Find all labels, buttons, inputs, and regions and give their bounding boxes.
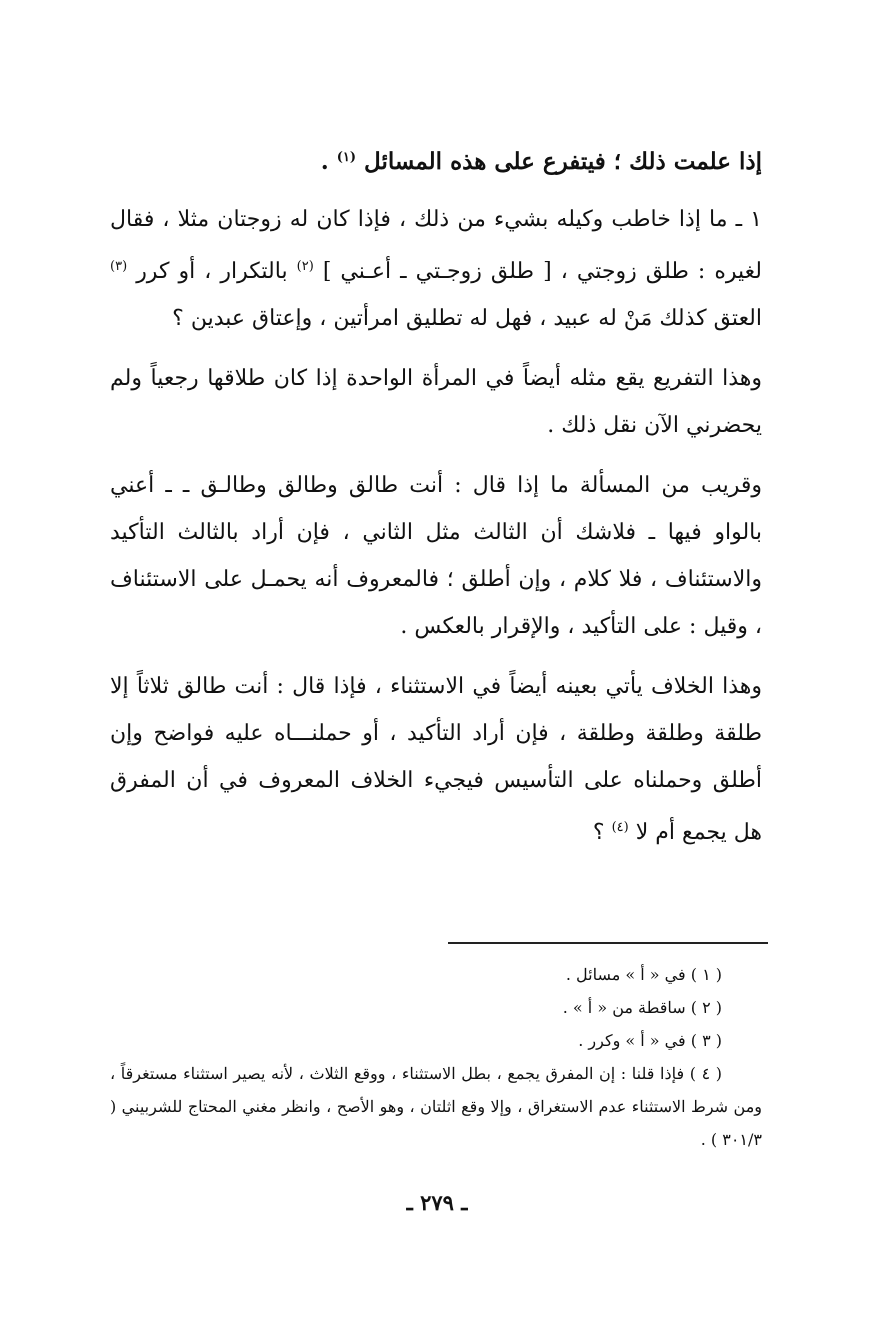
heading-end: .	[320, 148, 329, 175]
footnote-4: ( ٤ ) فإذا قلنا : إن المفرق يجمع ، بطل الاستثناء ، ووقع الثلاث ، لأنه يصير استثناء مستغرقاً ، ومن شرط الاستثناء عدم الاستغراق ، وإلا وقع اثلتان ، وهو الأصح ، وانظر مغني المحتاج للشربيني ( ٣٠١/٣ ) .	[110, 1064, 762, 1149]
section-heading	[110, 138, 762, 182]
paragraph-4-text: وهذا الخلاف يأتي بعينه أيضاً في الاستثناء ، فإذا قال : أنت طالق ثلاثاً إلا طلقة وطلقة وطلقة ، فإن أراد التأكيد ، أو حملنـــاه عليه فواضح وإن أطلق وحملناه على التأسيس فيجيء الخلاف المعروف في أن المفرق هل يجمع أم لا	[110, 674, 762, 845]
footnote-2: ( ٢ ) ساقطة من « أ » .	[562, 998, 722, 1017]
footnote-separator	[448, 942, 768, 944]
paragraph-1-part-a: ١ ـ ما إذا خاطب وكيله بشيء من ذلك ، فإذا كان له زوجتان مثلا ، فقال لغيره : طلق زوجتي ، [ طلق زوجـتي ـ أعـني ]	[110, 207, 762, 284]
heading-text: إذا علمت ذلك ؛ فيتفرع على هذه المسائل	[364, 148, 762, 175]
paragraph-3: وقريب من المسألة ما إذا قال : أنت طالق وطالق وطالـق ـ ـ أعني بالواو فيها ـ فلاشك أن الثالث مثل الثاني ، فإن أراد بالثالث التأكيد والاستئناف ، فلا كلام ، وإن أطلق ؛ فالمعروف أنه يحمـل على الاستئناف ، وقيل : على التأكيد ، والإقرار بالعكس .	[110, 473, 762, 639]
paragraph-4	[110, 663, 762, 856]
paragraph-1-part-b: بالتكرار ، أو كرر	[136, 259, 288, 284]
main-text	[110, 138, 762, 869]
footnote-ref-3: (٣)	[110, 259, 128, 274]
footnote-ref-2: (٢)	[296, 259, 314, 274]
footnote-1: ( ١ ) في « أ » مسائل .	[565, 965, 722, 984]
paragraph-2: وهذا التفريع يقع مثله أيضاً في المرأة الواحدة إذا كان طلاقها رجعياً ولم يحضرني الآن نقل ذلك .	[110, 366, 762, 438]
paragraph-4-end: ؟	[592, 820, 605, 845]
footnotes	[110, 958, 762, 1156]
paragraph-1	[110, 196, 762, 342]
footnote-ref-1: (١)	[336, 150, 357, 165]
page-number: ـ ٢٧٩ ـ	[406, 1190, 468, 1215]
footnote-ref-4: (٤)	[611, 820, 629, 835]
footnote-3: ( ٣ ) في « أ » وكرر .	[578, 1031, 722, 1050]
paragraph-1-part-c: العتق كذلك مَنْ له عبيد ، فهل له تطليق امرأتين ، وإعتاق عبدين ؟	[172, 306, 762, 331]
